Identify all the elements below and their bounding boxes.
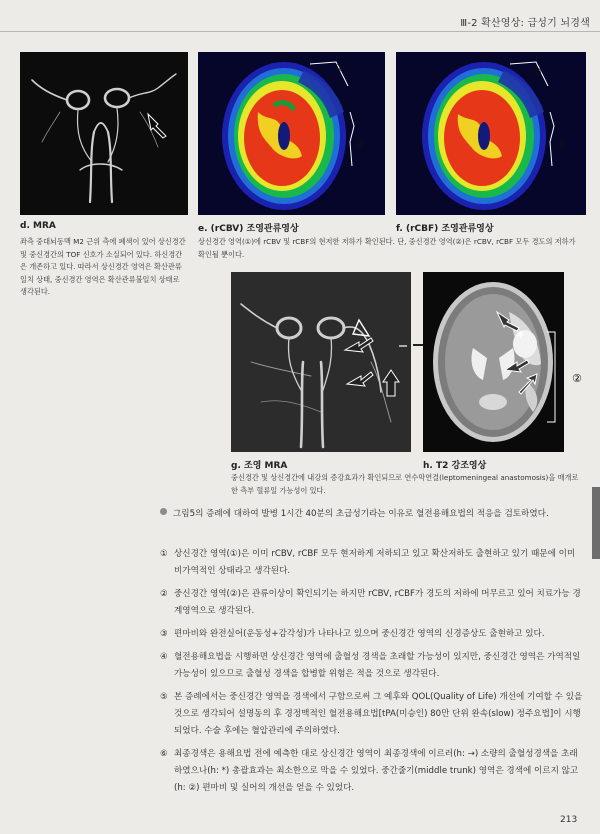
list-item-text: 중신경간 영역(②)은 관류이상이 확인되기는 하지만 rCBV, rCBF가 경도의 저하에 머무르고 있어 치료가능 경계영역으로 생각된다. [174,589,581,616]
figure-g-side-arrow [413,344,423,346]
figure-h-t2-image [423,272,564,452]
chapter-side-tab [592,487,600,559]
figure-h-label: h. T2 강조영상 [423,461,487,471]
list-item [160,649,584,683]
list-item-number: ④ [160,652,168,662]
figure-g-contrast-mra-image [231,272,411,452]
figure-g-label: g. 조영 MRA [231,461,288,471]
figure-h-marker-2: ② [572,372,582,385]
list-item-text: 본 증례에서는 중신경간 영역을 경색에서 구함으로써 그 예후와 QOL(Quality of Life) 개선에 기여할 수 있을 것으로 생각되어 설명동의 후 경정맥적인 혈전용해요법[tPA(미승인) 80만 단위 완속(slow) 정주요법]이 시행되었다. 수술 후에는 혈압관리에 주의하였다. [174,692,583,736]
list-item [160,586,584,620]
figure-e-label: e. (rCBV) 조영관류영상 [198,224,299,234]
figure-ef-caption: 상신경간 영역(①)에 rCBV 및 rCBF의 현저한 저하가 확인된다. 단, 중신경간 영역(②)은 rCBV, rCBF 모두 경도의 저하가 확인될 뿐이다. [198,237,576,259]
running-header: Ⅲ-2 확산영상: 급성기 뇌경색 [460,18,590,29]
body-intro [160,506,584,523]
numbered-list [160,546,584,803]
figure-d-label: d. MRA [20,221,56,231]
figure-e-rcbv-image [198,52,385,215]
figure-f-rcbf-image [396,52,586,215]
list-item-number: ① [160,549,168,559]
list-item [160,746,584,797]
figure-f-label: f. (rCBF) 조영관류영상 [396,224,494,234]
figure-e-marker-1: ① [335,61,345,74]
figure-gh-caption: 중신경간 및 상신경간에 내강의 증강효과가 확인되므로 연수막연결(leptomeningeal anastomosis)을 매개로 한 측부 혈류일 가능성이 있다. [231,473,579,495]
figure-d-caption: 좌측 중대뇌동맥 M2 근위 측에 폐색이 있어 상신경간 및 중신경간의 TOF 신호가 소실되어 있다. 하신경간은 개존하고 있다. 따라서 상신경간 영역은 확산관류일치 상태, 중신경간 영역은 확산관류불일치 상태로 생각된다. [20,237,186,296]
figure-d-mra-image [20,52,188,215]
list-item-number: ⑥ [160,749,168,759]
figure-h-asterisk: * [517,330,524,345]
page-number: 213 [560,815,578,825]
list-item-number: ② [160,589,168,599]
header-divider [0,31,600,32]
list-item-number: ⑤ [160,692,168,702]
list-item [160,546,584,580]
bullet-icon [160,508,167,515]
figure-f-marker-1: ① [532,66,542,79]
figure-e-marker-2: ② [355,138,365,151]
list-item-number: ③ [160,629,168,639]
list-item-text: 혈전용해요법을 시행하면 상신경간 영역에 출혈성 경색을 초래할 가능성이 있지만, 중신경간 영역은 가역적일 가능성이 있으므로 출혈성 경색을 합병할 위험은 적을 것으로 생각된다. [174,652,581,679]
body-intro-text: 그림5의 증례에 대하여 발병 1시간 40분의 초급성기라는 이유로 혈전용해요법의 적응을 검토하였다. [173,509,549,519]
list-item [160,626,584,643]
list-item [160,689,584,740]
list-item-text: 편마비와 완전실어(운동성+감각성)가 나타나고 있으며 중신경간 영역의 신경증상도 출현하고 있다. [174,629,545,639]
figure-f-marker-2: ② [556,138,566,151]
list-item-text: 최종경색은 용해요법 전에 예측한 대로 상신경간 영역이 최종경색에 이르러(h: →) 소량의 출혈성경색을 초래하였으나(h: *) 총괄효과는 최소한으로 막을 수 있었다. 중간줄기(middle trunk) 영역은 경색에 이르지 않고(h: ②) 편마비 및 실어의 개선을 얻을 수 있었다. [174,749,579,793]
list-item-text: 상신경간 영역(①)은 이미 rCBV, rCBF 모두 현저하게 저하되고 있고 확산저하도 출현하고 있기 때문에 이미 비가역적인 상태라고 생각된다. [174,549,576,576]
